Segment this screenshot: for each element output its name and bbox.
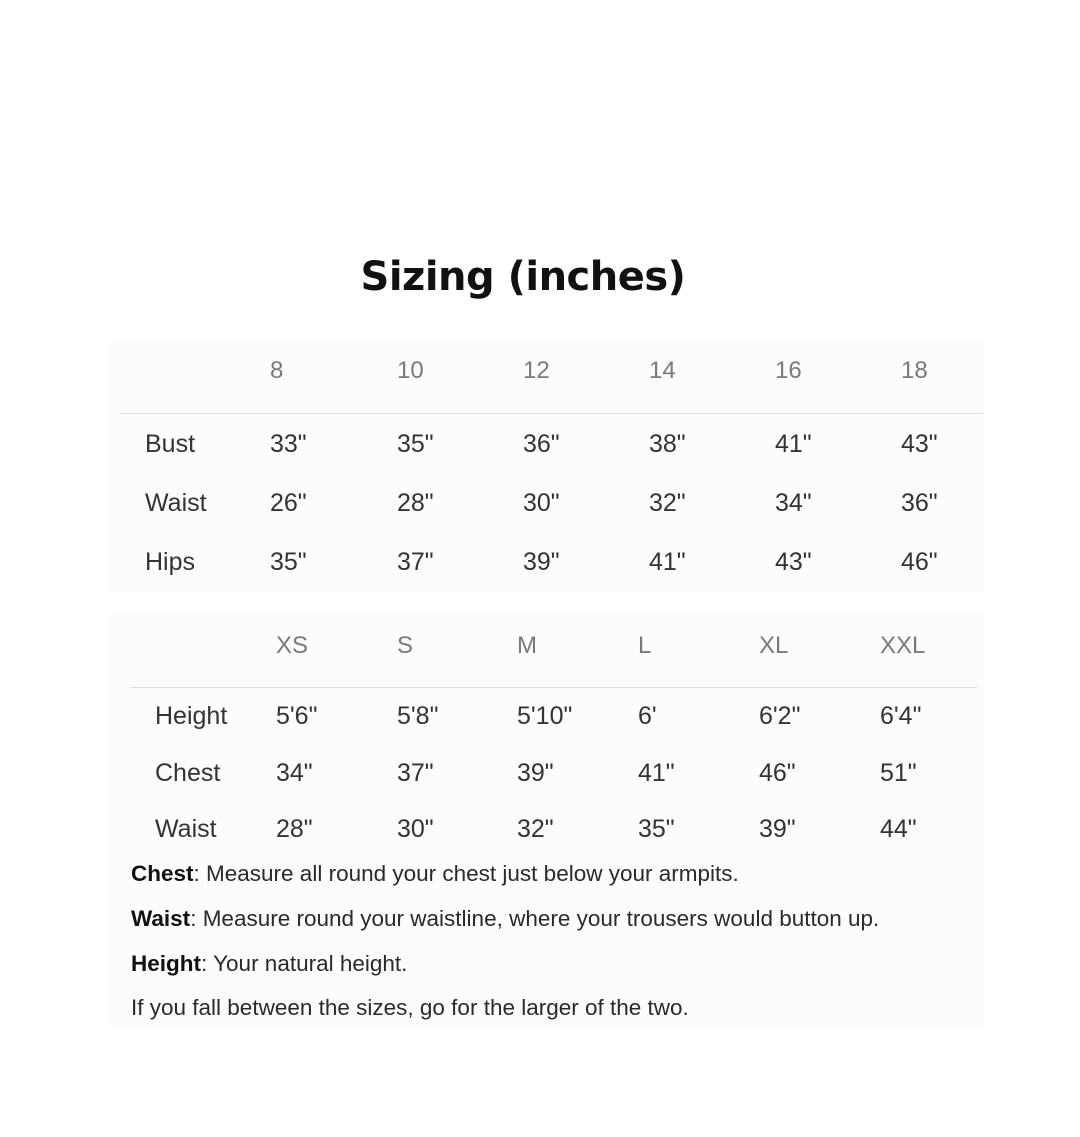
header-divider [131,687,977,688]
table-cell: 34" [276,759,313,787]
note-chest [131,859,739,889]
column-header: XXL [880,632,926,659]
table-cell: 6'2" [759,702,801,730]
row-label-bust: Bust [145,430,196,458]
table-cell: 6' [638,702,657,730]
table-cell: 43" [901,430,938,458]
note-term: Chest [131,861,194,886]
table-cell: 35" [270,548,307,576]
note-advice [131,993,689,1023]
table-cell: 39" [759,815,796,843]
column-header: 12 [523,357,550,384]
table-cell: 32" [649,489,686,517]
table-cell: 35" [397,430,434,458]
table-cell: 41" [638,759,675,787]
table-cell: 41" [775,430,812,458]
page-title: Sizing (inches) [360,254,686,300]
row-label-height: Height [155,702,228,730]
note-text: If you fall between the sizes, go for the larger of the two. [131,995,689,1020]
table-cell: 51" [880,759,917,787]
table-cell: 36" [901,489,938,517]
table-cell: 46" [901,548,938,576]
column-header: M [517,632,537,659]
row-label-waist: Waist [145,489,207,517]
note-waist [131,904,879,934]
table-cell: 44" [880,815,917,843]
table-cell: 38" [649,430,686,458]
table-cell: 6'4" [880,702,922,730]
table-cell: 28" [397,489,434,517]
table-cell: 5'8" [397,702,439,730]
column-header: 18 [901,357,928,384]
note-text: : Measure all round your chest just below your armpits. [193,861,739,886]
table-cell: 39" [517,759,554,787]
table-cell: 5'6" [276,702,318,730]
row-label-hips: Hips [145,548,196,576]
table-cell: 37" [397,548,434,576]
column-header: XS [276,632,309,659]
table-cell: 41" [649,548,686,576]
note-term: Height [131,951,201,976]
table-cell: 28" [276,815,313,843]
column-header: 14 [649,357,676,384]
row-label-chest: Chest [155,759,221,787]
table-cell: 43" [775,548,812,576]
note-text: : Your natural height. [201,951,408,976]
table-cell: 36" [523,430,560,458]
table-cell: 37" [397,759,434,787]
table-cell: 30" [397,815,434,843]
table-cell: 33" [270,430,307,458]
column-header: L [638,632,652,659]
row-label-waist: Waist [155,815,217,843]
table-cell: 30" [523,489,560,517]
column-header: 8 [270,357,284,384]
table-cell: 32" [517,815,554,843]
column-header: XL [759,632,789,659]
note-term: Waist [131,906,191,931]
table-cell: 46" [759,759,796,787]
table-cell: 5'10" [517,702,573,730]
header-divider [120,413,983,414]
table-cell: 39" [523,548,560,576]
column-header: S [397,632,414,659]
table-cell: 34" [775,489,812,517]
table-cell: 35" [638,815,675,843]
note-text: : Measure round your waistline, where your trousers would button up. [190,906,880,931]
column-header: 16 [775,357,802,384]
column-header: 10 [397,357,424,384]
table-cell: 26" [270,489,307,517]
note-height [131,949,407,979]
